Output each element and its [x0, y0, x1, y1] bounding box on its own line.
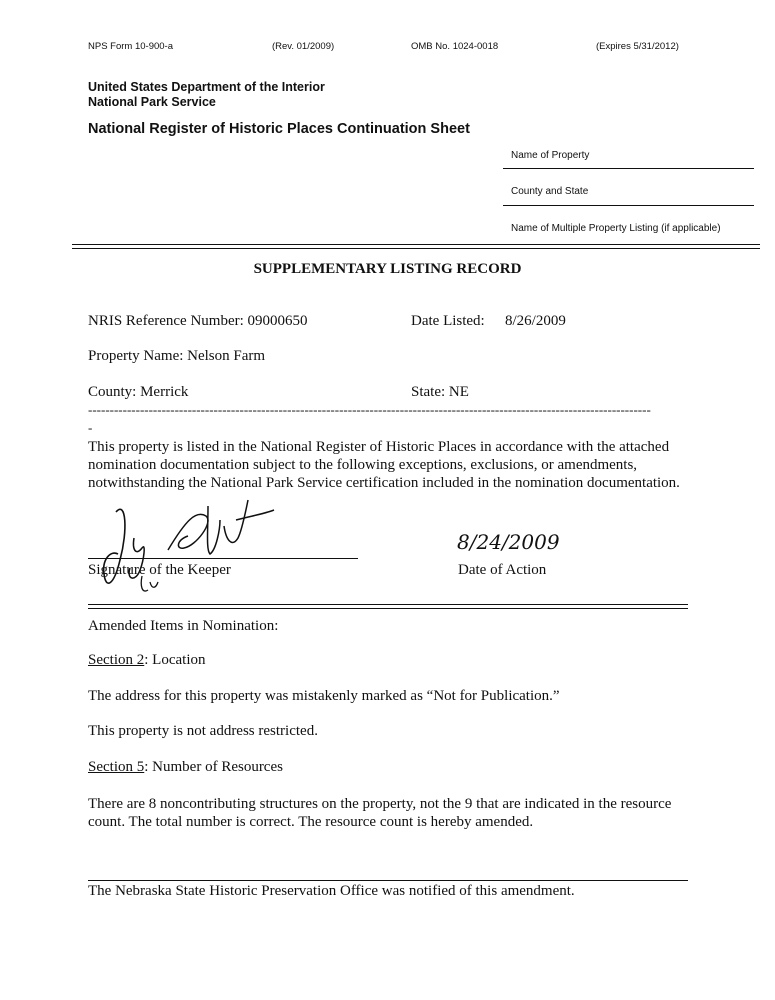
- service-name: National Park Service: [88, 95, 216, 109]
- county-state-label: County and State: [511, 186, 589, 197]
- section-5-label: Section 5: [88, 759, 145, 775]
- handwritten-action-date: [455, 525, 565, 557]
- county: County: Merrick: [88, 384, 189, 400]
- stray-dash: -: [88, 420, 93, 435]
- shpo-notification: The Nebraska State Historic Preservation Office was notified of this amendment.: [88, 883, 575, 899]
- department-name: United States Department of the Interior: [88, 80, 325, 94]
- double-rule-bottom: [88, 608, 688, 609]
- form-revision: (Rev. 01/2009): [272, 41, 335, 52]
- signature-label: Signature of the Keeper: [88, 562, 231, 578]
- dash-rule: ----------------------------------------------------------------------------------------------------------------------------------: [88, 402, 651, 417]
- sheet-title: National Register of Historic Places Continuation Sheet: [88, 121, 470, 137]
- amended-items-heading: Amended Items in Nomination:: [88, 618, 279, 634]
- svg-text:8/24/2009: 8/24/2009: [457, 530, 560, 554]
- date-listed-value: 8/26/2009: [505, 313, 566, 329]
- record-title: SUPPLEMENTARY LISTING RECORD: [253, 261, 522, 277]
- form-expiration: (Expires 5/31/2012): [596, 41, 679, 52]
- property-name: Property Name: Nelson Farm: [88, 348, 266, 364]
- footer-rule: [88, 880, 688, 881]
- county-state-line: [503, 205, 754, 206]
- name-of-property-line: [503, 168, 754, 169]
- section-5-heading: [88, 759, 283, 776]
- form-number: NPS Form 10-900-a: [88, 41, 174, 52]
- listing-statement: This property is listed in the National Register of Historic Places in accordance with the attached nomination documentation subject to the following exceptions, exclusions, or amendments, notwithstanding the National Park Service certification included in the nomination documentation.: [88, 439, 680, 491]
- date-of-action-label: Date of Action: [458, 562, 547, 578]
- name-of-property-label: Name of Property: [511, 150, 590, 161]
- section-5-title: : Number of Resources: [144, 759, 283, 775]
- section-2-text: The address for this property was mistakenly marked as “Not for Publication.”: [88, 688, 560, 704]
- state: State: NE: [411, 384, 469, 400]
- date-listed-label: Date Listed:: [411, 313, 485, 329]
- nris-reference: NRIS Reference Number: 09000650: [88, 313, 308, 329]
- omb-number: OMB No. 1024-0018: [411, 41, 499, 52]
- section-2-heading: [88, 652, 205, 669]
- double-rule-top: [88, 604, 688, 605]
- header-rule-top: [72, 244, 760, 245]
- section-5-text: There are 8 noncontributing structures on the property, not the 9 that are indicated in the resource count. The total number is correct. The resource count is hereby amended.: [88, 796, 672, 830]
- section-2-label: Section 2: [88, 652, 145, 668]
- multiple-listing-label: Name of Multiple Property Listing (if applicable): [511, 223, 721, 234]
- keeper-signature: [96, 490, 286, 610]
- section-2-text-2: This property is not address restricted.: [88, 723, 318, 739]
- section-2-title: : Location: [144, 652, 206, 668]
- header-rule-bottom: [72, 248, 760, 249]
